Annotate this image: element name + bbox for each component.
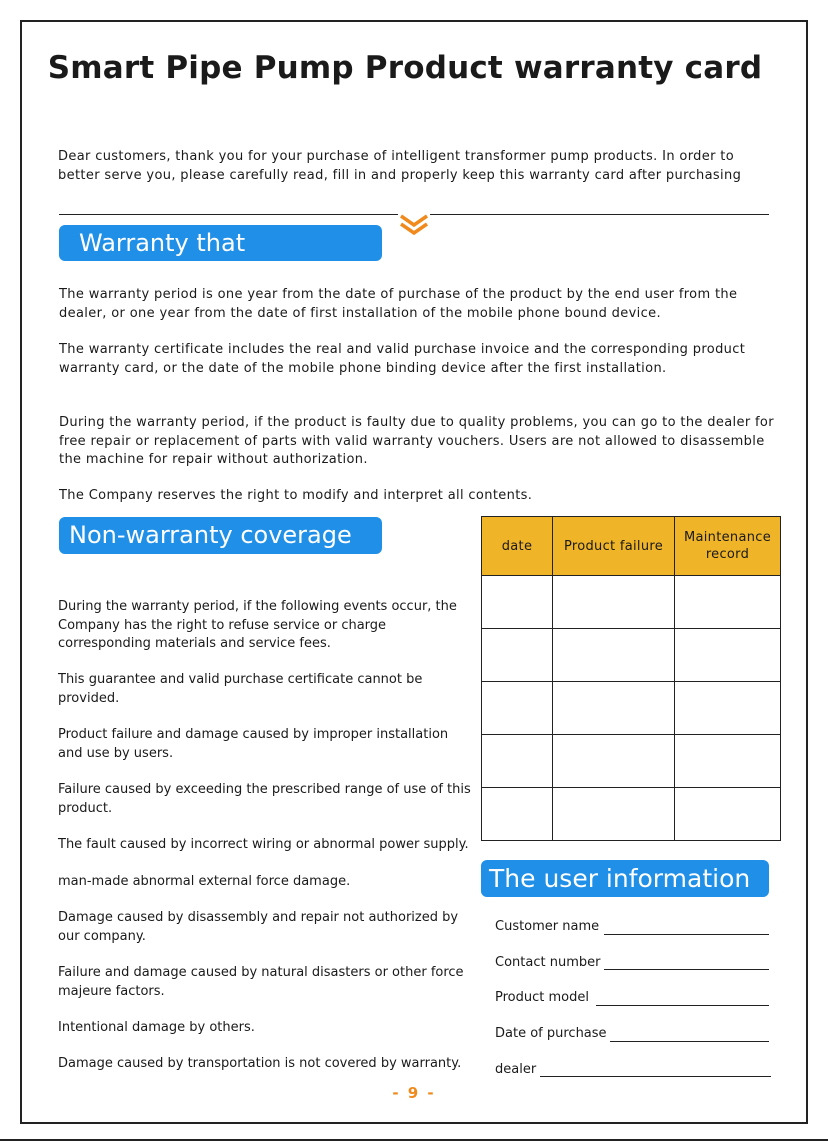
table-row: [482, 629, 781, 682]
table-cell[interactable]: [553, 788, 675, 841]
page-number: - 9 -: [392, 1084, 436, 1102]
column-header-product-failure: Product failure: [553, 517, 675, 576]
table-cell[interactable]: [482, 682, 553, 735]
table-cell[interactable]: [675, 682, 781, 735]
date-of-purchase-label: Date of purchase: [495, 1026, 607, 1041]
list-item: Damage caused by disassembly and repair not authorized by our company.: [58, 910, 459, 944]
intro-paragraph: Dear customers, thank you for your purchase of intelligent transformer pump products. In order to better serve you, please carefully read, fill in and properly keep this warranty card after purchasing: [58, 149, 742, 183]
column-header-maintenance-record: Maintenance record: [675, 517, 781, 576]
table-row: [482, 735, 781, 788]
table-cell[interactable]: [675, 576, 781, 629]
table-cell[interactable]: [553, 629, 675, 682]
list-item: During the warranty period, if the following events occur, the Company has the right to refuse service or charge corresponding materials and service fees.: [58, 599, 457, 651]
table-cell[interactable]: [553, 576, 675, 629]
table-row: [482, 788, 781, 841]
divider-right: [430, 214, 769, 215]
dealer-label: dealer: [495, 1062, 537, 1077]
list-item: Failure and damage caused by natural disasters or other force majeure factors.: [58, 965, 464, 999]
table-cell[interactable]: [675, 735, 781, 788]
customer-name-field[interactable]: [604, 934, 769, 935]
dealer-field[interactable]: [540, 1076, 771, 1077]
table-row: [482, 682, 781, 735]
list-item: This guarantee and valid purchase certificate cannot be provided.: [58, 672, 423, 706]
list-item: man-made abnormal external force damage.: [58, 874, 351, 889]
table-cell[interactable]: [553, 735, 675, 788]
table-cell[interactable]: [482, 788, 553, 841]
list-item: Intentional damage by others.: [58, 1020, 255, 1035]
chevron-down-icon: [398, 213, 430, 237]
warranty-paragraph-3: During the warranty period, if the product is faulty due to quality problems, you can go to the dealer for free repair or replacement of parts with valid warranty vouchers. Users are not allowed to disassemble the machine for repair without authorization.: [59, 415, 774, 467]
table-cell[interactable]: [482, 735, 553, 788]
maintenance-table: [481, 516, 781, 841]
contact-number-field[interactable]: [604, 969, 769, 970]
column-header-date: date: [482, 517, 553, 576]
list-item: The fault caused by incorrect wiring or abnormal power supply.: [58, 837, 469, 852]
list-item: Product failure and damage caused by improper installation and use by users.: [58, 727, 449, 761]
table-cell[interactable]: [482, 576, 553, 629]
table-row: [482, 576, 781, 629]
table-cell[interactable]: [482, 629, 553, 682]
table-cell[interactable]: [675, 629, 781, 682]
customer-name-label: Customer name: [495, 919, 600, 934]
warranty-paragraph-4: The Company reserves the right to modify and interpret all contents.: [59, 488, 533, 503]
contact-number-label: Contact number: [495, 955, 601, 970]
warranty-paragraph-1: The warranty period is one year from the date of purchase of the product by the end user from the dealer, or one year from the date of first installation of the mobile phone bound device.: [59, 287, 738, 321]
list-item: Damage caused by transportation is not covered by warranty.: [58, 1056, 462, 1071]
product-model-label: Product model: [495, 990, 589, 1005]
warranty-heading: Warranty that: [59, 225, 382, 261]
divider-left: [59, 214, 398, 215]
date-of-purchase-field[interactable]: [610, 1041, 769, 1042]
non-warranty-heading: Non-warranty coverage: [59, 517, 382, 554]
user-information-heading: The user information: [481, 860, 769, 897]
table-cell[interactable]: [553, 682, 675, 735]
table-cell[interactable]: [675, 788, 781, 841]
page-title: Smart Pipe Pump Product warranty card: [47, 50, 763, 86]
list-item: Failure caused by exceeding the prescribed range of use of this product.: [58, 782, 471, 816]
bottom-rule: [0, 1139, 828, 1141]
product-model-field[interactable]: [596, 1005, 769, 1006]
warranty-paragraph-2: The warranty certificate includes the real and valid purchase invoice and the corresponding product warranty card, or the date of the mobile phone binding device after the first installation.: [59, 342, 746, 376]
